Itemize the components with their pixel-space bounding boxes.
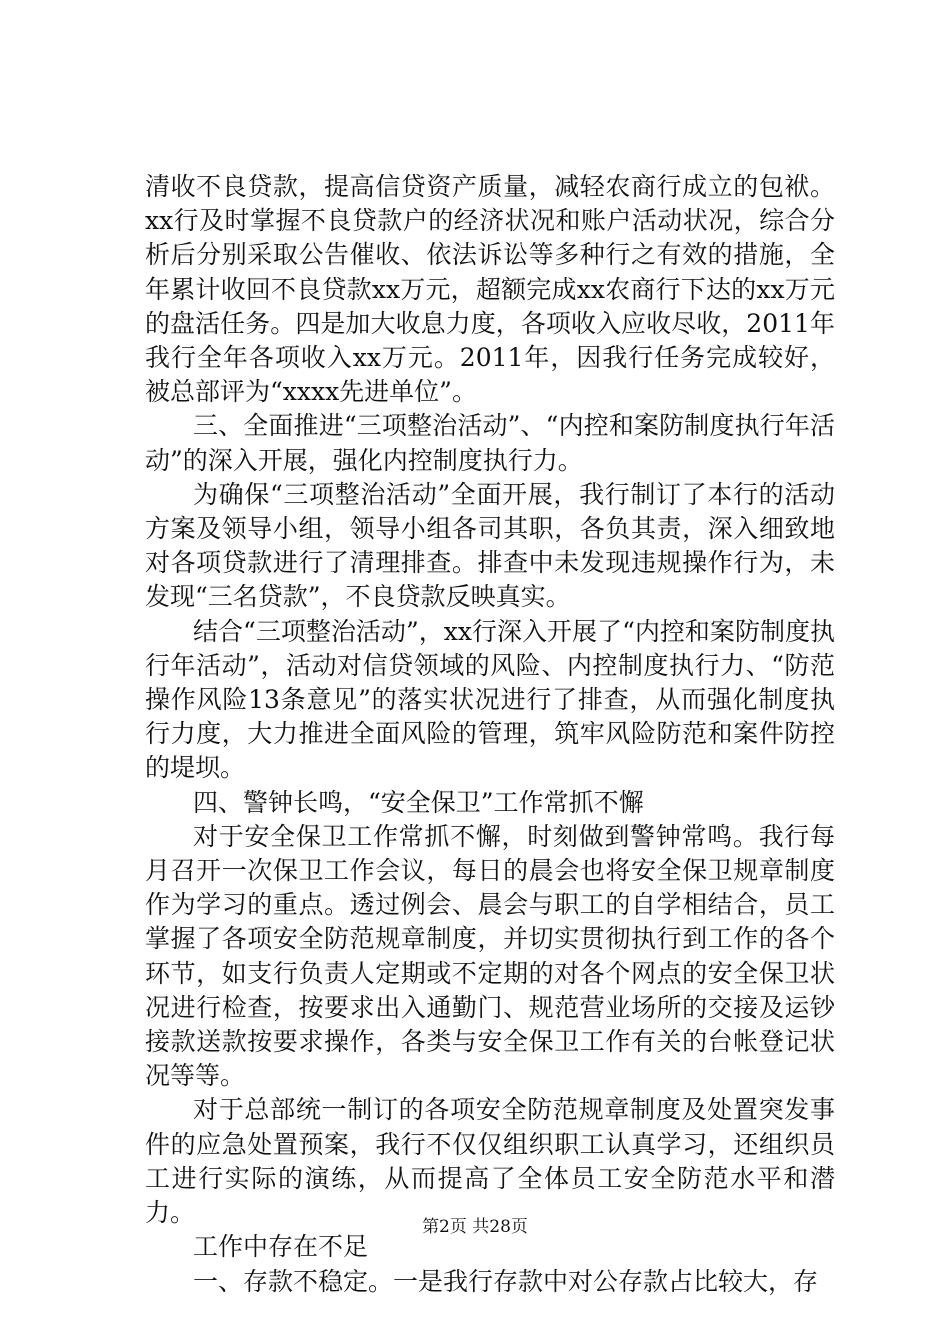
paragraph-internal-control: 结合“三项整治活动”，xx行深入开展了“内控和案防制度执行年活动”，活动对信贷领域的风险、内控制度执行力、“防范操作风险13条意见”的落实状况进行了排查，从而强化制度执行力度，大力推进全面风险的管理，筑牢风险防范和案件防控的堤坝。 — [145, 616, 835, 783]
paragraph-security-work: 对于安全保卫工作常抓不懈，时刻做到警钟常鸣。我行每月召开一次保卫工作会议，每日的晨会也将安全保卫规章制度作为学习的重点。透过例会、晨会与职工的自学相结合，员工掌握了各项安全防范规章制度，并切实贯彻执行到工作的各个环节，如支行负责人定期或不定期的对各个网点的安全保卫状况进行检查，按要求出入通勤门、规范营业场所的交接及运钞接款送款按要求操作，各类与安全保卫工作有关的台帐登记状况等等。 — [145, 821, 835, 1091]
paragraph-rectification: 为确保“三项整治活动”全面开展，我行制订了本行的活动方案及领导小组，领导小组各司其职，各负其责，深入细致地对各项贷款进行了清理排查。排查中未发现违规操作行为，未发现“三名贷款”，不良贷款反映真实。 — [145, 479, 835, 612]
page-number: 第2页 共28页 — [422, 1217, 528, 1237]
section-heading-three: 三、全面推进“三项整治活动”、“内控和案防制度执行年活动”的深入开展，强化内控制度执行力。 — [145, 411, 835, 475]
paragraph-emergency-plan: 对于总部统一制订的各项安全防范规章制度及处置突发事件的应急处置预案，我行不仅仅组织职工认真学习，还组织员工进行实际的演练，从而提高了全体员工安全防范水平和潜力。 — [145, 1095, 835, 1228]
section-heading-shortcomings: 工作中存在不足 — [193, 1232, 369, 1262]
paragraph-deposit-instability: 一、存款不稳定。一是我行存款中对公存款占比较大，存 — [193, 1266, 819, 1296]
paragraph-loan-recovery: 清收不良贷款，提高信贷资产质量，减轻农商行成立的包袱。xx行及时掌握不良贷款户的经济状况和账户活动状况，综合分析后分别采取公告催收、依法诉讼等多种行之有效的措施，全年累计收回不良贷款xx万元，超额完成xx农商行下达的xx万元的盘活任务。四是加大收息力度，各项收入应收尽收，2011年我行全年各项收入xx万元。2011年，因我行任务完成较好，被总部评为“xxxx先进单位”。 — [145, 172, 835, 407]
document-body — [145, 170, 835, 1299]
section-heading-four: 四、警钟长鸣，“安全保卫”工作常抓不懈 — [193, 787, 644, 817]
